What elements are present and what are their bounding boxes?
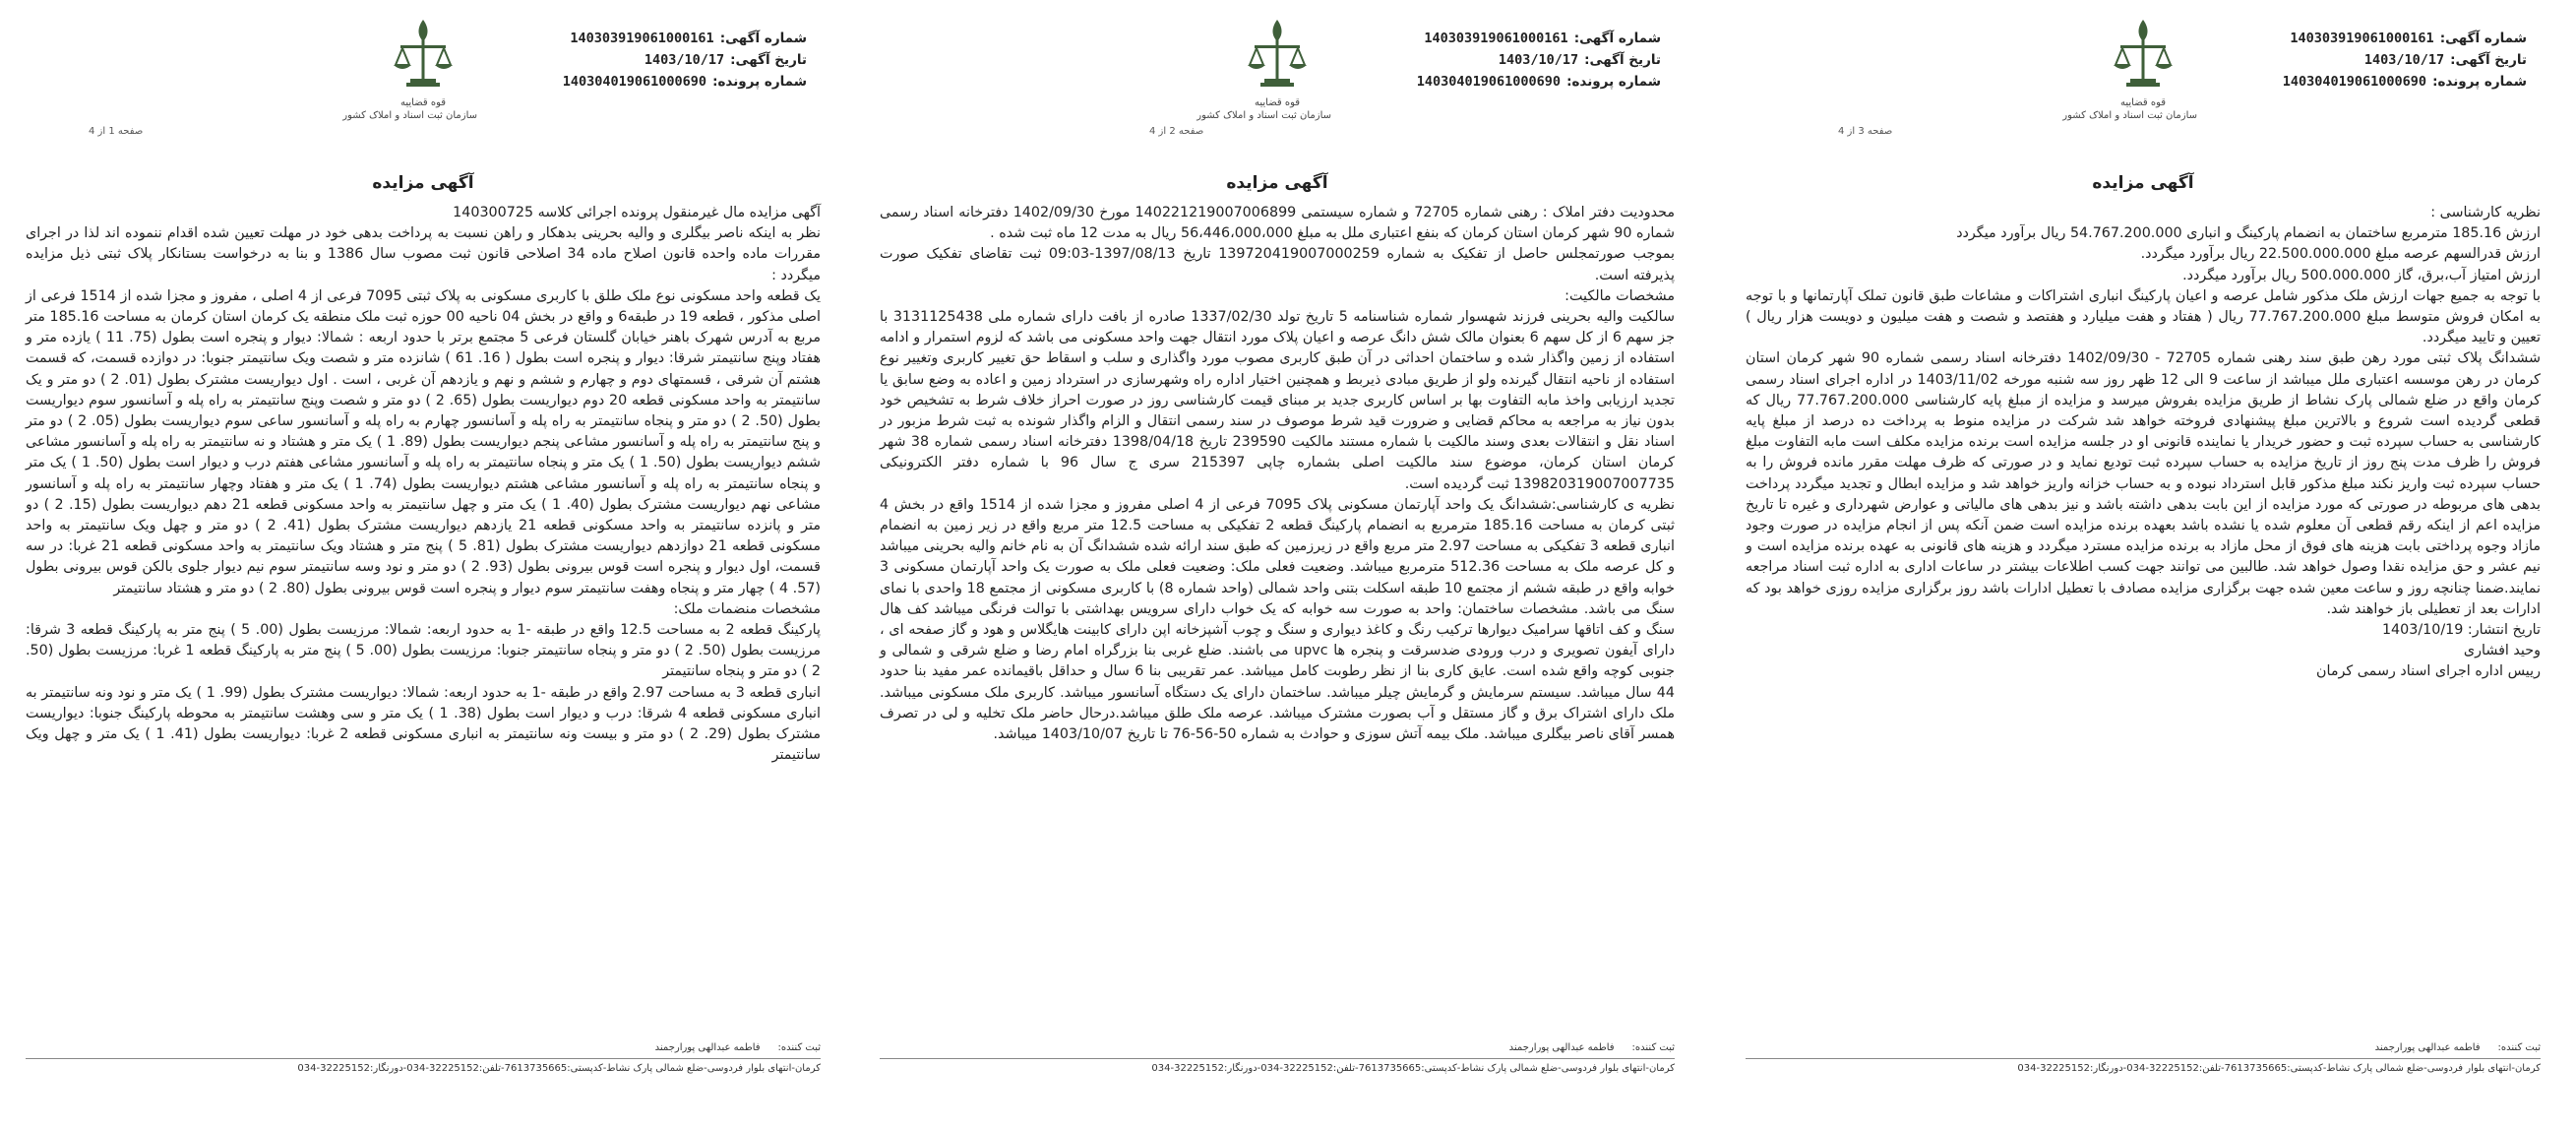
emblem-caption: سازمان ثبت اسناد و املاک کشور	[2062, 110, 2197, 121]
ad-number: 140303919061000161	[1424, 31, 1568, 46]
paragraph: مشخصات منضمات ملک:	[673, 600, 821, 617]
ad-number-label: شماره آگهی:	[1573, 31, 1661, 46]
emblem-caption: سازمان ثبت اسناد و املاک کشور	[342, 110, 477, 121]
notice-body	[1720, 203, 2566, 683]
ad-number-label: شماره آگهی:	[2439, 31, 2527, 46]
footer-divider	[1746, 1058, 2541, 1059]
notice-body	[854, 203, 1700, 745]
registrar-label: ثبت کننده:	[1631, 1042, 1675, 1053]
notice-page-2	[854, 0, 1700, 1128]
paragraph: پارکینگ قطعه 2 به مساحت 12.5 واقع در طبقه -1 به حدود اربعه: شمالا: مرزیست بطول (00. 5 ) پنج متر به پارکینگ قطعه 3 شرقا: مرزیست بطول (50. 2 ) دو متر و پنجاه سانتیمتر جنوبا: مرزیست بطول (00. 5 ) پنج متر به پارکینگ قطعه 1 غربا: مرزیست بطول (50. 2 ) دو متر و پنجاه سانتیمتر	[26, 622, 821, 680]
case-number-label: شماره پرونده:	[712, 74, 807, 90]
paragraph: ارزش قدرالسهم عرصه مبلغ 22.500.000.000 ریال برآورد میگردد.	[2140, 246, 2541, 263]
judiciary-emblem	[1196, 18, 1331, 122]
emblem-caption-top: قوه قضاییه	[2119, 97, 2167, 108]
paragraph: ارزش 185.16 مترمربع ساختمان به انضمام پارکینگ و انباری 54.767.200.000 ریال برآورد میگردد	[1956, 225, 2541, 242]
paragraph: با توجه به جمیع جهات ارزش ملک مذکور شامل عرصه و اعیان پارکینگ انباری اشتراکات و مشاعات طبق قانون تملک آپارتمانها و با توجه به امکان فروش متوسط مبلغ 77.767.200.000 ریال ( هفتاد و هفت میلیارد و هفتصد و شصت و هفت میلیون و دویست هزار ریال ) تعیین و تایید میگردد.	[1746, 287, 2541, 346]
notice-meta	[563, 28, 807, 93]
emblem-caption: سازمان ثبت اسناد و املاک کشور	[1196, 110, 1331, 121]
signatory-name: وحید افشاری	[2463, 643, 2541, 659]
paragraph: ارزش امتیاز آب،برق، گاز 500.000.000 ریال برآورد میگردد.	[2182, 267, 2541, 283]
page-footer	[0, 1041, 846, 1075]
paragraph: بموجب صورتمجلس حاصل از تفکیک به شماره 139720419007000259 تاریخ 1397/08/13-09:03 ثبت تقاضای تفکیک صورت پذیرفته است.	[880, 246, 1676, 283]
paragraph: ششدانگ پلاک ثبتی مورد رهن طبق سند رهنی شماره 72705 - 1402/09/30 دفترخانه اسناد رسمی شماره 90 شهر کرمان استان کرمان در رهن موسسه اعتباری ملل میباشد از ساعت 9 الی 12 ظهر روز سه شنبه مورخه 1403/11/02 در اداره اجرای اسناد رسمی کرمان واقع در ضلع شمالی پارک نشاط از طریق مزایده بفروش میرسد و مزایده از مبلغ پایه کارشناسی 77.767.200.000 ریال که قطعی گردیده است شروع و بالاترین مبلغ پیشنهادی فروخته خواهد شد شرکت در مزایده منوط به پرداخت ده درصد از مبلغ پایه کارشناسی به حساب سپرده ثبت و حضور خریدار یا نماینده قانونی او در جلسه مزایده است برنده مزایده مکلف است مابه التفاوت مبلغ فروش را ظرف مدت پنج روز از تاریخ مزایده به حساب سپرده ثبت تودیع نماید و در صورتی که ظرف مهلت مقرر مانده فروش را به حساب سپرده ثبت واریز نکند مبلغ مذکور قابل استرداد نبوده و به حساب خزانه واریز خواهد شد و مزایده ابطال و تجدید میگردد پرداخت بدهی های مربوطه در صورتی که مورد مزایده از این بابت بدهی داشته باشد و نیز بدهی های مالیاتی و عوارض شهرداری و غیره تا تاریخ مزایده اعم از اینکه رقم قطعی آن معلوم شده یا نشده باشد بعهده برنده مزایده است ضمن آنکه پس از انجام مزایده در صورت وجود مازاد وجوه پرداختی بابت هزینه های فوق از محل مازاد به برنده مزایده مسترد میگردد و هزینه های قانونی به عهده برنده مزایده است و نیم عشر و حق مزایده نقدا وصول خواهد شد. طالبین می توانند جهت کسب اطلاعات بیشتر در ساعات اداری به اداره ثبت اسناد مراجعه نمایند.ضمنا چنانچه روز و ساعت معین شده جهت برگزاری مزایده مصادف با تعطیل ادارات باشد روز برگزاری مزایده روزی خواهد بود که ادارات بعد از تعطیلی باز خواهند شد.	[1746, 350, 2542, 617]
scales-emblem-icon	[393, 18, 454, 96]
ad-number: 140303919061000161	[2290, 31, 2434, 46]
registrar-name: فاطمه عبدالهی پورارجمند	[2374, 1042, 2481, 1053]
emblem-caption-top: قوه قضاییه	[399, 97, 447, 108]
ad-date-label: تاریخ آگهی:	[730, 52, 807, 68]
notice-page-3	[1720, 0, 2566, 1128]
page-number: صفحه 3 از 4	[1838, 126, 1893, 137]
notice-page-1	[0, 0, 846, 1128]
case-number: 140304019061000690	[2282, 74, 2427, 90]
judiciary-emblem	[342, 18, 477, 122]
notice-meta	[1417, 28, 1661, 93]
registrar-label: ثبت کننده:	[2497, 1042, 2541, 1053]
page-header	[854, 0, 1700, 167]
case-number: 140304019061000690	[1416, 74, 1562, 90]
paragraph: آگهی مزایده مال غیرمنقول پرونده اجرائی کلاسه 140300725	[453, 205, 821, 220]
ad-date: 1403/10/17	[2363, 52, 2445, 68]
paragraph: مشخصات مالکیت:	[1564, 287, 1675, 304]
footer-divider	[880, 1058, 1675, 1059]
office-address: کرمان-انتهای بلوار فردوسی-ضلع شمالی پارک نشاط-کدپستی:7613735665-تلفن:32225152-034-دورنگار:32225152-034	[297, 1063, 821, 1074]
scales-emblem-icon	[2113, 18, 2174, 96]
paragraph: یک قطعه واحد مسکونی نوع ملک طلق با کاربری مسکونی به پلاک ثبتی 7095 فرعی از 4 اصلی ، مفروز و مجزا شده از 1514 فرعی از اصلی مذکور ، قطعه 19 در طبقه6 و واقع در بخش 04 ناحیه 00 حوزه ثبت ملک منطقه یک کرمان استان کرمان به مساحت 185.16 متر مربع به آدرس شهرک باهنر خیابان گلستان فرعی 5 مجتمع برتر با حدود اربعه : شمالا: دیوار و پنجره است بطول (75. 11 ) یازده متر و هفتاد وپنج سانتیمتر شرقا: دیوار و پنجره است بطول ( 16. 61 ) شانزده متر و شصت ویک سانتیمتر جنوبا: در دوازده قسمت، که قسمت هشتم آن شرقی ، قسمتهای دوم و چهارم و ششم و نهم و یازدهم آن غربی ، است . اول دیواریست مشترک بطول (01. 2 ) دو متر و یک سانتیمتر به واحد مسکونی قطعه 20 دوم دیواریست بطول (65. 2 ) دو متر و شصت وپنج سانتیمتر به راه پله و آسانسور سوم دیواریست بطول (50. 2 ) دو متر و پنجاه سانتیمتر به راه پله و آسانسور چهارم به راه پله و آسانسور ساعی سوم دیواریست بطول (05. 2 ) دو متر و پنج سانتیمتر به راه پله و آسانسور مشاعی پنجم دیواریست بطول (89. 1 ) یک متر و هشتاد و نه سانتیمتر به راه پله و آسانسور مشاعی ششم دیواریست بطول (50. 1 ) یک متر و پنجاه سانتیمتر به راه پله و آسانسور مشاعی هفتم درب و دیوار است بطول (50. 1 ) یک متر و پنجاه سانتیمتر به راه پله و آسانسور مشاعی هشتم دیواریست بطول (74. 1 ) یک متر و هفتاد وچهار سانتیمتر به راه پله و آسانسور مشاعی نهم دیواریست مشترک بطول (40. 1 ) یک متر و چهل سانتیمتر به واحد مسکونی قطعه 21 دهم دیواریست بطول (15. 2 ) دو متر و پانزده سانتیمتر به واحد مسکونی قطعه 21 یازدهم دیواریست مشترک بطول (41. 2 ) دو متر و چهل ویک سانتیمتر به واحد مسکونی قطعه 21 دوازدهم دیواریست مشترک بطول (81. 5 ) پنج متر و هشتاد ویک سانتیمتر به واحد مسکونی قطعه 21 غربا: در سه قسمت، اول دیوار و پنجره است قوس بیرونی بطول (93. 2 ) دو متر و نود وسه سانتیمتر سوم نیم دیوار جلوی بالکن قوس بیرونی بطول (57. 4 ) چهار متر و پنجاه وهفت سانتیمتر سوم دیوار و پنجره است قوس بیرونی بطول (80. 2 ) دو متر و هشتاد سانتیمتر	[26, 287, 822, 596]
registrar-name: فاطمه عبدالهی پورارجمند	[654, 1042, 761, 1053]
notice-title: آگهی مزایده	[372, 173, 474, 193]
page-header	[0, 0, 846, 167]
registrar-label: ثبت کننده:	[777, 1042, 821, 1053]
paragraph: محدودیت دفتر املاک : رهنی شماره 72705 و شماره سیستمی 140221219007006899 مورخ 1402/09/30 دفترخانه اسناد رسمی شماره 90 شهر کرمان استان کرمان که بنفع اعتباری ملل به مبلغ 56،446،000،000 ریال به مدت 12 ماه ثبت شده .	[880, 205, 1675, 242]
paragraph: انباری قطعه 3 به مساحت 2.97 واقع در طبقه -1 به حدود اربعه: شمالا: دیواریست مشترک بطول (99. 1 ) یک متر و نود ونه سانتیمتر به انباری مسکونی قطعه 4 شرقا: درب و دیوار است بطول (38. 1 ) یک متر و سی وهشت سانتیمتر به محوطه پارکینگ جنوبا: دیواریست مشترک بطول (29. 2 ) دو متر و بیست ونه سانتیمتر به انباری مسکونی قطعه 2 غربا: دیواریست بطول (41. 1 ) یک متر و چهل ویک سانتیمتر	[26, 684, 821, 764]
ad-number: 140303919061000161	[570, 31, 714, 46]
office-address: کرمان-انتهای بلوار فردوسی-ضلع شمالی پارک نشاط-کدپستی:7613735665-تلفن:32225152-034-دورنگار:32225152-034	[2017, 1063, 2541, 1074]
notice-title: آگهی مزایده	[1226, 173, 1328, 193]
registrar-name: فاطمه عبدالهی پورارجمند	[1508, 1042, 1615, 1053]
ad-number-label: شماره آگهی:	[719, 31, 807, 46]
judiciary-emblem	[2062, 18, 2197, 122]
notice-meta	[2283, 28, 2527, 93]
ad-date: 1403/10/17	[644, 52, 725, 68]
page-number: صفحه 1 از 4	[89, 126, 144, 137]
office-address: کرمان-انتهای بلوار فردوسی-ضلع شمالی پارک نشاط-کدپستی:7613735665-تلفن:32225152-034-دورنگار:32225152-034	[1151, 1063, 1675, 1074]
notice-body	[0, 203, 846, 766]
footer-divider	[26, 1058, 821, 1059]
ad-date: 1403/10/17	[1498, 52, 1579, 68]
ad-date-label: تاریخ آگهی:	[1584, 52, 1661, 68]
emblem-caption-top: قوه قضاییه	[1254, 97, 1301, 108]
paragraph: سالکیت والیه بحرینی فرزند شهسوار شماره شناسنامه 5 تاریخ تولد 1337/02/30 صادره از بافت دارای شماره ملی 3131125438 با جز سهم 6 از کل سهم 6 بعنوان مالک شش دانگ عرصه و اعیان پلاک مورد انتقال جهت واحد مسکونی می باشد که لزوم استمرار و ادامه استفاده از زمین واگذار شده و ساختمان احداثی در آن طبق کاربری مصوب مورد واگذاری و سلب و اسقاط حق تغییر کاربری وتغییر نوع استفاده از ناحیه انتقال گیرنده ولو از طریق مبادی ذیربط و همچنین اختیار اداره راه وشهرسازی در استرداد زمین و اعاده به وضع سابق یا تجدید ارزیابی واخذ مابه التفاوت بها بر اساس کاربری جدید بر مبنای قیمت کارشناسی روز در صورت احراز خلاف شرط به تشخیص خود بدون نیاز به مراجعه به محاکم قضایی و ضرورت قید شرط موصوف در سند رسمی انتقال و الزام واگذار شونده به ثبت شرط مزبور در اسناد نقل و انتقالات بعدی وسند مالکیت با شماره مستند مالکیت 239590 تاریخ 1398/04/18 دفترخانه اسناد رسمی شماره 38 شهر کرمان استان کرمان، موضوع سند مالکیت اصلی بشماره چاپی 215397 سری ج سال 96 با شماره دفتر الکترونیکی 139820319007007735 ثبت گردیده است.	[880, 309, 1675, 492]
page-header	[1720, 0, 2566, 167]
page-footer	[1720, 1041, 2566, 1075]
page-footer	[854, 1041, 1700, 1075]
case-number: 140304019061000690	[562, 74, 707, 90]
signatory-title: رییس اداره اجرای اسناد رسمی کرمان	[2316, 663, 2541, 680]
paragraph: نظر به اینکه ناصر بیگلری و والیه بحرینی بدهکار و راهن نسبت به پرداخت بدهی خود در مهلت تعیین شده اقدام ننموده اند لذا در اجرای مقررات ماده واحده قانون اصلاح ماده 34 اصلاحی قانون ثبت مصوب سال 1386 و بنا به درخواست بستانکار پلاک ثبتی ذیل مزایده میگردد :	[26, 225, 821, 283]
case-number-label: شماره پرونده:	[2432, 74, 2527, 90]
paragraph: نظریه کارشناسی :	[2430, 205, 2541, 220]
ad-date-label: تاریخ آگهی:	[2450, 52, 2527, 68]
paragraph: نظریه ی کارشناسی:ششدانگ یک واحد آپارتمان مسکونی پلاک 7095 فرعی از 4 اصلی مفروز و مجزا شده از 1514 واقع در بخش 4 ثبتی کرمان به مساحت 185.16 مترمربع به انضمام پارکینگ قطعه 2 تفکیکی به مساحت 12.5 متر مربع واقع در زیر زمین به انضمام انباری قطعه 3 تفکیکی به مساحت 2.97 متر مربع واقع در زیرزمین که طبق سند ارائه شده ششدانگ آن به نام خانم والیه بحرینی میباشد و کل عرصه ملک به مساحت 512.36 مترمربع میباشد. وضعیت فعلی ملک: وضعیت فعلی ملک به صورت یک واحد آپارتمان مسکونی 3 خوابه واقع در طبقه ششم از مجتمع 10 طبقه اسکلت بتنی واحد شمالی (واحد شماره 8) با کاربری مسکونی از مجتمع 18 واحدی با نمای سنگ می باشد. مشخصات ساختمان: واحد به صورت سه خوابه که یک خواب دارای سرویس بهداشتی با توالت فرنگی میباشد کف هال سنگ و کف اتاقها سرامیک دیوارها ترکیب رنگ و کاغذ دیواری و سنگ و چوب آشپزخانه اپن دارای کابینت هایگلاس و هود و گاز صفحه ای ، دارای آیفون تصویری و درب ورودی ضدسرقت و پنجره ها upvc می باشند. ضلع غربی بنا بزرگراه امام رضا و ضلع شرقی و شمالی و جنوبی کوچه واقع شده است. عایق کاری بنا از نظر رطوبت کامل میباشد. عمر تقریبی بنا 6 سال و حداقل باقیمانده عمر مفید بنا حدود 44 سال میباشد. سیستم سرمایش و گرمایش چیلر میباشد. ساختمان دارای یک دستگاه آسانسور میباشد. کاربری ملک مسکونی میباشد. ملک دارای اشتراک برق و گاز مستقل و آب بصورت مشترک میباشد. عرصه ملک طلق میباشد.درحال حاضر ملک تخلیه و لی در تصرف همسر آقای ناصر بیگلری میباشد. ملک بیمه آتش سوزی و حوادث به شماره 50-56-76 تا تاریخ 1403/10/07 میباشد.	[880, 496, 1676, 743]
notice-title: آگهی مزایده	[2092, 173, 2194, 193]
page-number: صفحه 2 از 4	[1149, 126, 1204, 137]
scales-emblem-icon	[1247, 18, 1308, 96]
publish-date: تاریخ انتشار: 1403/10/19	[2381, 622, 2541, 639]
case-number-label: شماره پرونده:	[1566, 74, 1661, 90]
